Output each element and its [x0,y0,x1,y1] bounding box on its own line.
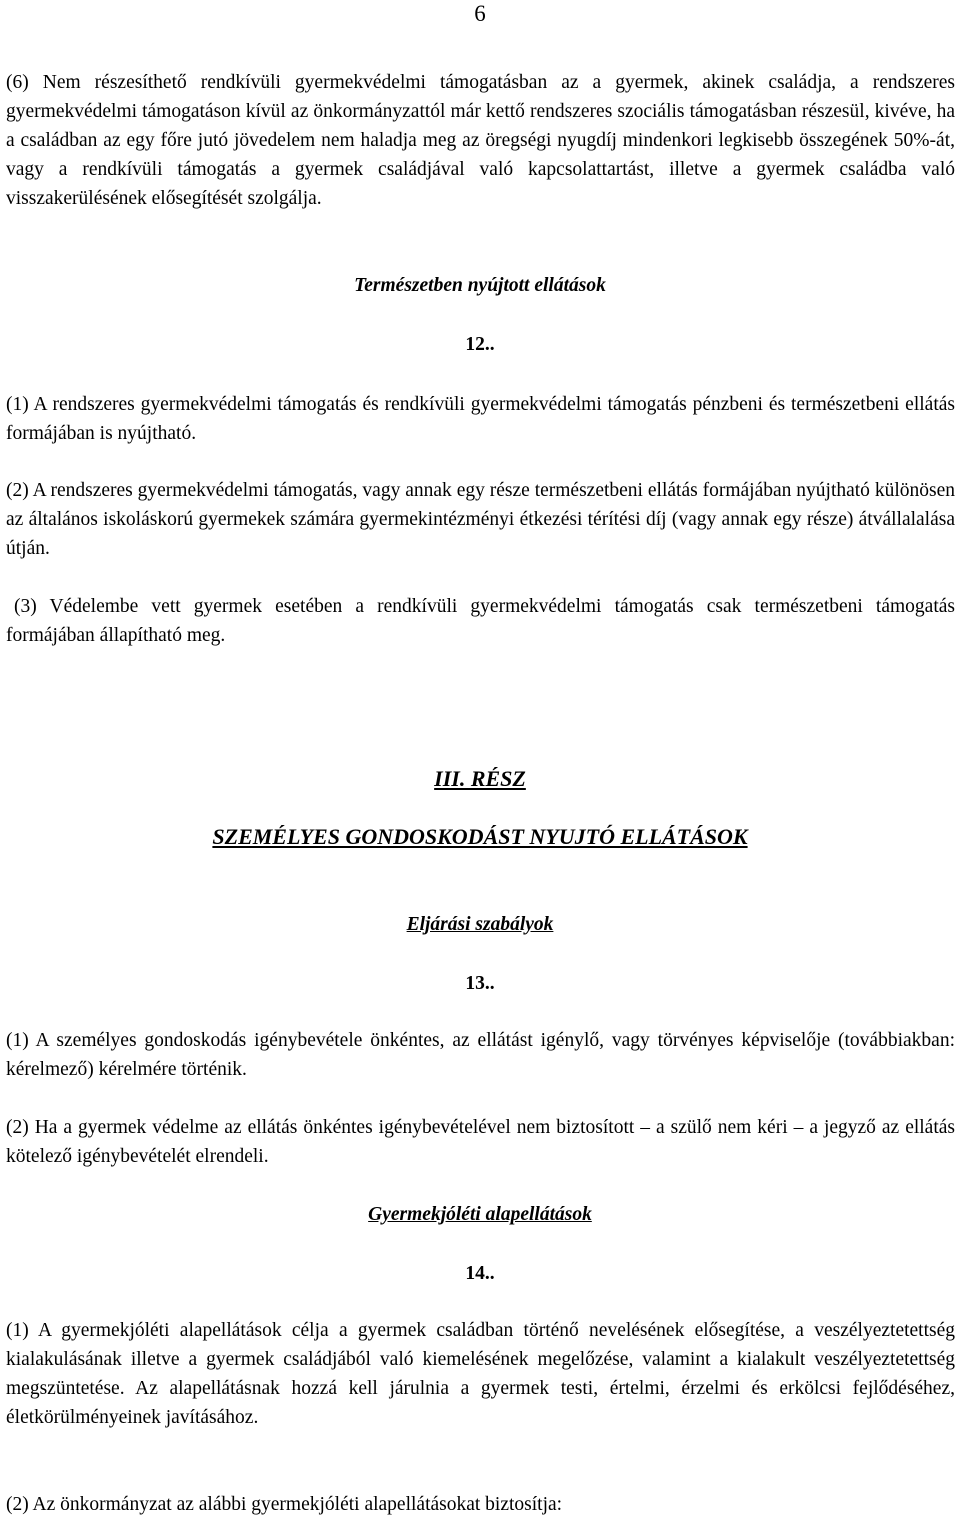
paragraph-14-1: (1) A gyermekjóléti alapellátások célja a gyermek családban történő nevelésének elősegítése, a veszélyeztetettség kialakulásának illetve a gyermek családjából való kiemelésének megelőzése, valamint a kialakult veszélyeztetettség megszüntetése. Az alapellátásnak hozzá kell járulnia a gyermek testi, értelmi, érzelmi és erkölcsi fejlődéséhez, életkörülményeinek javításához. [6,1320,955,1428]
paragraph-13-2: (2) Ha a gyermek védelme az ellátás önkéntes igénybevételével nem biztosított – a szülő nem kéri – a jegyző az ellátás kötelező igénybevételét elrendeli. [6,1117,955,1167]
section-number-14: 14.. [465,1263,495,1284]
paragraph-12-2: (2) A rendszeres gyermekvédelmi támogatás, vagy annak egy része természetbeni ellátás formájában nyújtható különösen az általános iskoláskorú gyermekek számára gyermekintézményi étkezési térítési díj (vagy annak egy része) átvállalalása útján. [6,480,955,559]
heading-gyermekjoleti-alapellatasok: Gyermekjóléti alapellátások [368,1204,592,1225]
paragraph-12-1: (1) A rendszeres gyermekvédelmi támogatás és rendkívüli gyermekvédelmi támogatás pénzbeni és természetbeni ellátás formájában is nyújtható. [6,394,955,444]
paragraph-13-1: (1) A személyes gondoskodás igénybevétele önkéntes, az ellátást igénylő, vagy törvényes képviselője (továbbiakban: kérelmező) kérelmére történik. [6,1030,955,1080]
paragraph-14-2: (2) Az önkormányzat az alábbi gyermekjóléti alapellátásokat biztosítja: [6,1494,563,1515]
heading-termeszetben-nyujtott-ellatasok: Természetben nyújtott ellátások [354,275,606,296]
page-number: 6 [474,1,486,26]
paragraph-6: (6) Nem részesíthető rendkívüli gyermekvédelmi támogatásban az a gyermek, akinek családja, a rendszeres gyermekvédelmi támogatáson kívül az önkormányzattól már kettő rendszeres szociális támogatásban részesül, kivéve, ha a családban az egy főre jutó jövedelem nem haladja meg az öregségi nyugdíj mindenkori legkisebb összegének 50%-át, vagy a rendkívüli támogatás a gyermek családjával való kapcsolattartást, illetve a gyermek családba való visszakerülésének elősegítését szolgálja. [6,72,955,209]
section-number-12: 12.. [465,334,495,355]
heading-szemelyes-gondoskodast: SZEMÉLYES GONDOSKODÁST NYUJTÓ ELLÁTÁSOK [212,824,748,849]
section-number-13: 13.. [465,973,495,994]
heading-part-iii: III. RÉSZ [434,766,526,791]
paragraph-12-3: (3) Védelembe vett gyermek esetében a rendkívüli gyermekvédelmi támogatás csak természetbeni támogatás formájában állapítható meg. [6,596,955,646]
heading-eljarasi-szabalyok: Eljárási szabályok [406,914,554,935]
